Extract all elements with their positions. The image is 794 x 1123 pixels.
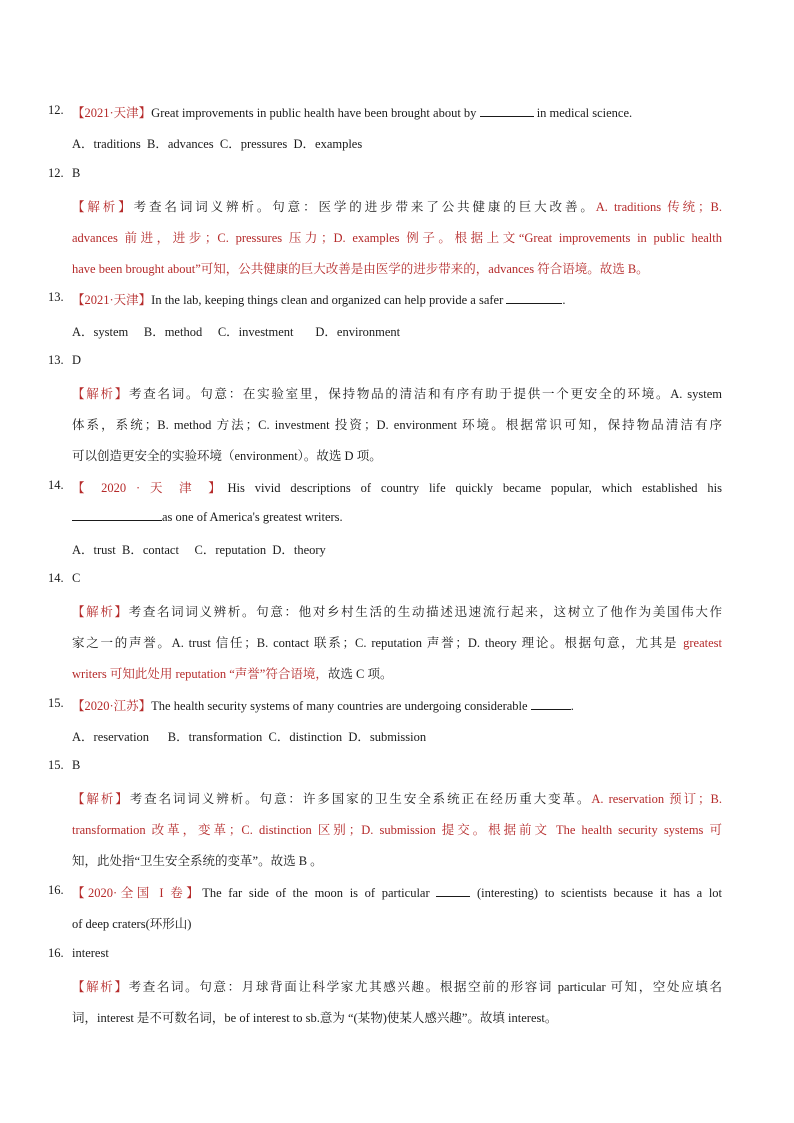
source-tag: 【2020·江苏】 xyxy=(72,699,152,713)
question-stem: The health security systems of many countries are undergoing considerable xyxy=(151,699,528,713)
question-number: 16. xyxy=(48,883,64,897)
question-number: 13. xyxy=(48,290,64,304)
source-tag: 【2021·天津】 xyxy=(72,106,152,120)
explanation-label: 【解析】 xyxy=(72,980,129,994)
explanation-label: 【解析】 xyxy=(72,792,130,806)
answer-blank xyxy=(72,509,162,521)
question-stem: Great improvements in public health have been brought about by xyxy=(151,106,477,120)
source-tag: 【 2020 · 天 津 】 xyxy=(72,481,228,495)
answer-value: C xyxy=(72,571,81,585)
answer-number: 13. xyxy=(48,353,64,367)
question-stem: The far side of the moon is of particular xyxy=(202,886,430,900)
answer-number: 15. xyxy=(48,758,64,772)
answer-blank xyxy=(436,885,470,897)
options: A．system B．method C．investment D．environment xyxy=(72,325,401,339)
answer-value: B xyxy=(72,758,81,772)
document-page: 12. 【2021·天津】Great improvements in public health have been brought about by in medical science. A．traditions B．advances C．pressures D．examples 12. B 【解析】考查名词词义辨析。句意：医学的进步带来了公共健康的巨大改善。A. traditions 传统；B. advances 前进，进步；C. pressures 压力；D. examples 例子。根据上文“Great improvements in public health have been brought about”可知，公共健康的巨大改善是由医学的进步带来的，advances 符合语境。故选 B。 13. 【2021·天津】In the lab, keeping things clean and organized can help provide a safer . A．system B．method C．investment D．environment 13. D 【解析】考查名词。句意：在实验室里，保持物品的清洁和有序有助于提供一个更安全的环境。A. system 体系，系统；B. method 方法；C. investment 投资；D. environment 环境。根据常识可知，保持物品清洁有序 可以创造更安全的实验环境（environment）。故选 D 项。 14. 【 2020 · 天 津 】His vivid descriptions of country life quickly became popular, which established his as one of America's greatest writers. A．trust B．contact C．reputation D．theory 14. C 【解析】考查名词词义辨析。句意：他对乡村生活的生动描述迅速流行起来，这树立了他作为美国伟大作 家之一的声誉。A. trust 信任；B. contact 联系；C. reputation 声誉；D. theory 理论。根据句意，尤其是 greatest writers 可知此处用 reputation “声誉”符合语境，故选 C 项。 15. 【2020·江苏】The health security systems of many countries are undergoing considerable . A．reservation B．transformation C．distinction D．submission 15. B 【解析】考查名词词义辨析。句意：许多国家的卫生安全系统正在经历重大变革。A. reservation 预订；B. transformation 改革，变革；C. distinction 区别；D. submission 提交。根据前文 The health security systems 可 知，此处指“卫生安全系统的变革”。故选 B 。 16. 【2020·全国 I 卷】The far side of the moon is of particular (interesting) to scientists because it has a lot of deep craters(环形山) 16. interest 【解析】考查名词。句意：月球背面让科学家尤其感兴趣。根据空前的形容词 particular 可知，空处应填名 词，interest 是不可数名词，be of interest to sb.意为 “(某物)使某人感兴趣”。故填 interest。 xyxy=(48,103,723,1025)
question-number: 14. xyxy=(48,478,64,492)
answer-blank xyxy=(480,105,534,117)
source-tag: 【2020·全国 I 卷】 xyxy=(72,886,203,900)
question-stem: In the lab, keeping things clean and organized can help provide a safer xyxy=(151,293,504,307)
answer-number: 12. xyxy=(48,166,64,180)
question-stem-end: in medical science. xyxy=(536,106,633,120)
answer-number: 14. xyxy=(48,571,64,585)
question-stem-end: as one of America's greatest writers. xyxy=(162,510,343,524)
explanation-label: 【解析】 xyxy=(72,200,134,214)
question-stem: His vivid descriptions of country life quickly became popular, which established his xyxy=(227,481,722,495)
explanation-label: 【解析】 xyxy=(72,387,129,401)
answer-blank xyxy=(506,292,562,304)
question-number: 15. xyxy=(48,696,64,710)
question-number: 12. xyxy=(48,103,64,117)
answer-value: interest xyxy=(72,946,109,960)
answer-value: B xyxy=(72,166,81,180)
source-tag: 【2021·天津】 xyxy=(72,293,152,307)
answer-blank xyxy=(531,698,571,710)
options: A．traditions B．advances C．pressures D．examples xyxy=(72,137,363,151)
question-stem-end: (interesting) to scientists because it has a lot xyxy=(476,886,723,900)
options: A．trust B．contact C．reputation D．theory xyxy=(72,543,326,557)
answer-value: D xyxy=(72,353,82,367)
explanation-label: 【解析】 xyxy=(72,605,129,619)
options: A．reservation B．transformation C．distinction D．submission xyxy=(72,730,427,744)
answer-number: 16. xyxy=(48,946,64,960)
